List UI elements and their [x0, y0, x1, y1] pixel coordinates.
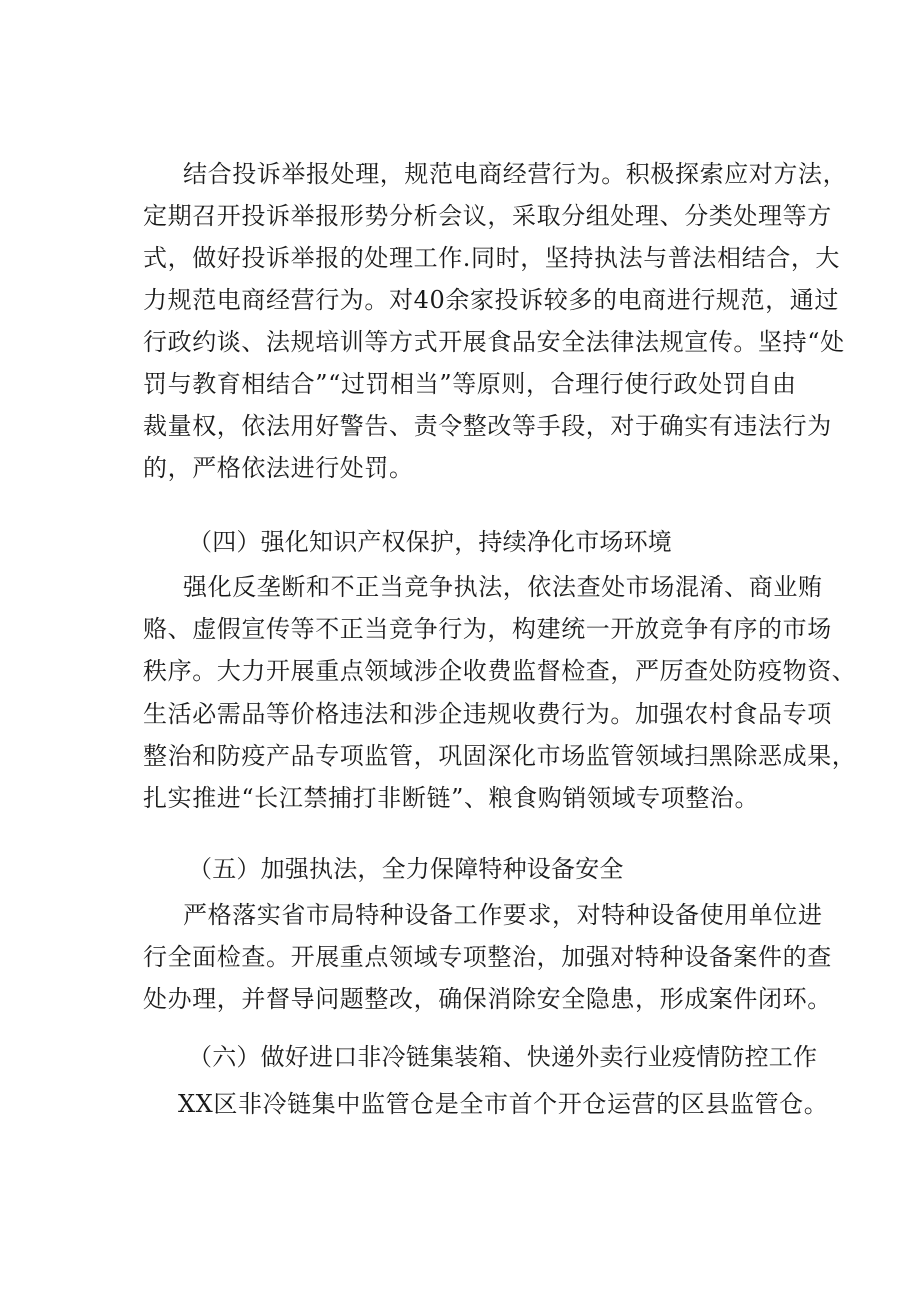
paragraph-2-line-2: 赂、虚假宣传等不正当竞争行为，构建统一开放竞争有序的市场: [143, 615, 832, 643]
paragraph-2-line-1: 强化反垄断和不正当竞争执法，依法查处市场混淆、商业贿: [183, 573, 823, 601]
paragraph-1-line-2: 定期召开投诉举报形势分析会议，采取分组处理、分类处理等方: [143, 202, 832, 230]
paragraph-1-line-4: 力规范电商经营行为。对40余家投诉较多的电商进行规范，通过: [143, 286, 839, 314]
section-heading-6: （六）做好进口非冷链集装箱、快递外卖行业疫情防控工作: [188, 1043, 818, 1071]
paragraph-2-line-5: 整治和防疫产品专项监管，巩固深化市场监管领域扫黑除恶成果，: [143, 742, 857, 770]
paragraph-3-line-3: 处办理，并督导问题整改，确保消除安全隐患，形成案件闭环。: [143, 985, 832, 1013]
paragraph-2-line-3: 秩序。大力开展重点领域涉企收费监督检查，严厉查处防疫物资、: [143, 657, 857, 685]
paragraph-3-line-2: 行全面检查。开展重点领域专项整治，加强对特种设备案件的查: [143, 943, 832, 971]
section-heading-5: （五）加强执法，全力保障特种设备安全: [188, 855, 624, 883]
paragraph-2-line-4: 生活必需品等价格违法和涉企违规收费行为。加强农村食品专项: [143, 700, 832, 728]
paragraph-1-line-5: 行政约谈、法规培训等方式开展食品安全法律法规宣传。坚持“处: [143, 328, 845, 356]
paragraph-3-line-1: 严格落实省市局特种设备工作要求，对特种设备使用单位进: [183, 901, 823, 929]
section-heading-4: （四）强化知识产权保护，持续净化市场环境: [188, 528, 672, 556]
paragraph-1-line-7: 裁量权，依法用好警告、责令整改等手段，对于确实有违法行为: [143, 412, 832, 440]
paragraph-2-line-6: 扎实推进“长江禁捕打非断链”、粮食购销领域专项整治。: [143, 784, 760, 812]
paragraph-1-line-8: 的，严格依法进行处罚。: [143, 454, 414, 482]
paragraph-1-line-6: 罚与教育相结合”“过罚相当”等原则，合理行使行政处罚自由: [143, 370, 797, 398]
paragraph-1-line-3: 式，做好投诉举报的处理工作.同时，坚持执法与普法相结合，大: [143, 244, 841, 272]
paragraph-4-line-1: XX区非冷链集中监管仓是全市首个开仓运营的区县监管仓。: [178, 1090, 829, 1118]
paragraph-1-line-1: 结合投诉举报处理，规范电商经营行为。积极探索应对方法，: [183, 160, 848, 188]
